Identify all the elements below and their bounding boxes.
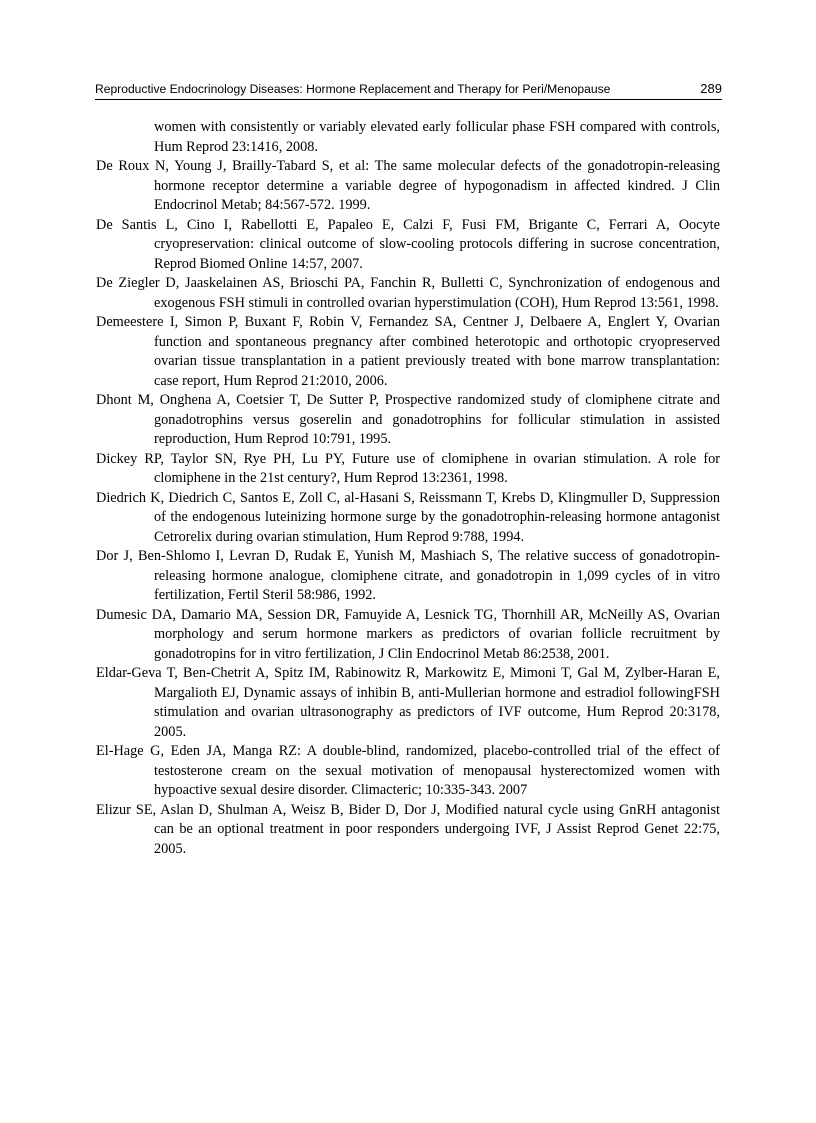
- reference-entry: Dickey RP, Taylor SN, Rye PH, Lu PY, Future use of clomiphene in ovarian stimulation. A role for clomiphene in the 21st century?, Hum Reprod 13:2361, 1998.: [96, 450, 720, 486]
- reference-entry: Dhont M, Onghena A, Coetsier T, De Sutter P, Prospective randomized study of clomiphene citrate and gonadotrophins versus goserelin and gonadotrophins for follicular stimulation in assisted reproduction, Hum Reprod 10:791, 1995.: [96, 392, 720, 447]
- page-number: 289: [700, 81, 722, 96]
- reference-entry: De Roux N, Young J, Brailly-Tabard S, et al: The same molecular defects of the gonadotropin-releasing hormone receptor determine a variable degree of hypogonadism in affected kindred. J Clin Endocrinol Metab; 84:567-572. 1999.: [96, 158, 720, 213]
- reference-entry: Demeestere I, Simon P, Buxant F, Robin V, Fernandez SA, Centner J, Delbaere A, Englert Y, Ovarian function and spontaneous pregnancy after combined heterotopic and orthotopic cryopreserved ovarian tissue transplantation in a patient previously treated with bone marrow transplantation: case report, Hum Reprod 21:2010, 2006.: [96, 314, 720, 389]
- reference-entry: Dumesic DA, Damario MA, Session DR, Famuyide A, Lesnick TG, Thornhill AR, McNeilly AS, Ovarian morphology and serum hormone markers as predictors of ovarian follicle recruitment by gonadotropins for in vitro fertilization, J Clin Endocrinol Metab 86:2538, 2001.: [96, 606, 720, 662]
- reference-list: [96, 118, 720, 859]
- reference-entry: De Santis L, Cino I, Rabellotti E, Papaleo E, Calzi F, Fusi FM, Brigante C, Ferrari A, Oocyte cryopreservation: clinical outcome of slow-cooling protocols differing in sucrose concentration, Reprod Biomed Online 14:57, 2007.: [96, 216, 720, 272]
- reference-entry: Diedrich K, Diedrich C, Santos E, Zoll C, al-Hasani S, Reissmann T, Krebs D, Klingmuller D, Suppression of the endogenous luteinizing hormone surge by the gonadotrophin-releasing hormone antagonist Cetrorelix during ovarian stimulation, Hum Reprod 9:788, 1994.: [96, 489, 720, 545]
- reference-entry: El-Hage G, Eden JA, Manga RZ: A double-blind, randomized, placebo-controlled trial of the effect of testosterone cream on the sexual motivation of menopausal hysterectomized women with hypoactive sexual desire disorder. Climacteric; 10:335-343. 2007: [96, 743, 720, 798]
- reference-entry: De Ziegler D, Jaaskelainen AS, Brioschi PA, Fanchin R, Bulletti C, Synchronization of endogenous and exogenous FSH stimuli in controlled ovarian hyperstimulation (COH), Hum Reprod 13:561, 1998.: [96, 275, 720, 311]
- reference-entry-continued: women with consistently or variably elevated early follicular phase FSH compared with controls, Hum Reprod 23:1416, 2008.: [154, 119, 720, 155]
- running-title: Reproductive Endocrinology Diseases: Hormone Replacement and Therapy for Peri/Menopause: [95, 82, 611, 96]
- reference-entry: Elizur SE, Aslan D, Shulman A, Weisz B, Bider D, Dor J, Modified natural cycle using GnRH antagonist can be an optional treatment in poor responders undergoing IVF, J Assist Reprod Genet 22:75, 2005.: [96, 801, 720, 857]
- reference-entry: Dor J, Ben-Shlomo I, Levran D, Rudak E, Yunish M, Mashiach S, The relative success of gonadotropin-releasing hormone analogue, clomiphene citrate, and gonadotropin in 1,099 cycles of in vitro fertilization, Fertil Steril 58:986, 1992.: [96, 548, 720, 603]
- reference-entry: Eldar-Geva T, Ben-Chetrit A, Spitz IM, Rabinowitz R, Markowitz E, Mimoni T, Gal M, Zylber-Haran E, Margalioth EJ, Dynamic assays of inhibin B, anti-Mullerian hormone and estradiol followingFSH stimulation and ovarian ultrasonography as predictors of IVF outcome, Hum Reprod 20:3178, 2005.: [96, 665, 720, 740]
- running-header: [95, 79, 722, 100]
